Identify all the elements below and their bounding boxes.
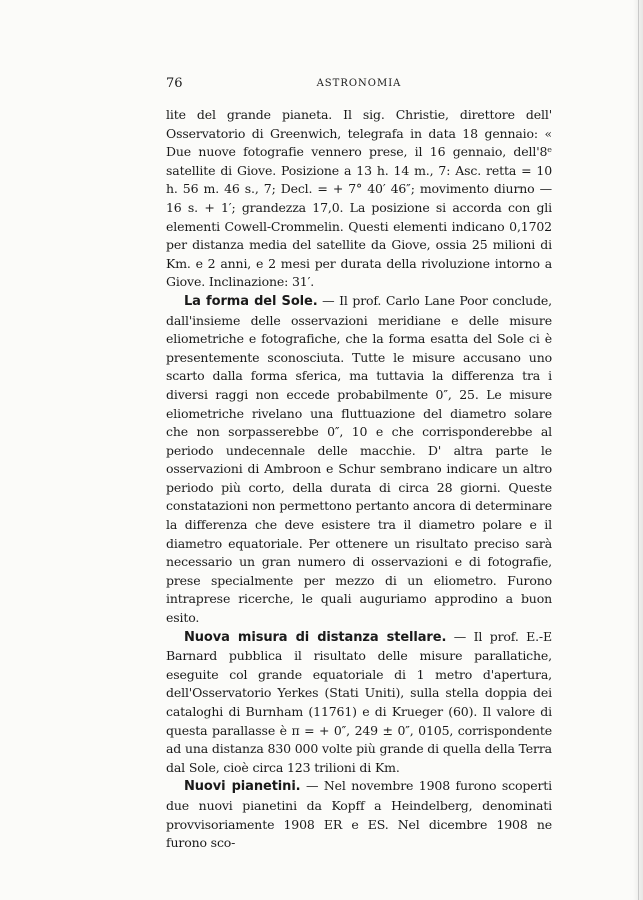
section-title-pianetini: Nuovi pianetini. — [184, 779, 301, 795]
paragraph-satellite — [166, 106, 552, 292]
page-edge-line — [638, 0, 639, 900]
body-text — [166, 106, 552, 853]
paragraph-pianetini — [166, 777, 552, 852]
section-title-distanza-stellare: Nuova misura di distanza stellare. — [184, 629, 447, 645]
paragraph-satellite-text: lite del grande pianeta. Il sig. Christie, direttore dell' Osservatorio di Greenwich, telegrafa in data 18 gennaio: « Due nuove fotografie vennero prese, il 16 gennaio, dell'8ᵉ satellite di Giove. Posizione a 13 h. 14 m., 7: Asc. retta = 10 h. 56 m. 46 s., 7; Decl. = + 7° 40′ 46″; movimento diurno — 16 s. + 1′; grandezza 17,0. La posizione si accorda con gli elementi Cowell-Crommelin. Questi elementi indicano 0,1702 per distanza media del satellite da Giove, ossia 25 milioni di Km. e 2 anni, e 2 mesi per durata della rivoluzione intorno a Giove. Inclinazione: 31′. — [166, 107, 552, 290]
paragraph-forma-sole-text: — Il prof. Carlo Lane Poor conclude, dall'insieme delle osservazioni meridiane e delle misure eliometriche e fotografiche, che la forma esatta del Sole ci è presentemente sconosciuta. Tutte le misure accusano uno scarto dalla forma sferica, ma tuttavia la differenza tra i diversi raggi non eccede probabilmente 0″, 25. Le misure eliometriche rivelano una fluttuazione del diametro solare che non sorpasserebbe 0″, 10 e che corrisponderebbe al periodo undecennale delle macchie. D' altra parte le osservazioni di Ambroon e Schur sembrano indicare un altro periodo più corto, della durata di circa 28 giorni. Queste constatazioni non permettono pertanto ancora di determinare la differenza che deve esistere tra il diametro polare e il diametro equatoriale. Per ottenere un risultato preciso sarà necessario un gran numero di osservazioni e di fotografie, prese specialmente per mezzo di un eliometro. Furono intraprese ricerche, le quali auguriamo approdino a buon esito. — [166, 292, 552, 626]
paragraph-distanza-stellare — [166, 628, 552, 778]
page-header — [166, 76, 552, 98]
section-title-forma-sole: La forma del Sole. — [184, 293, 318, 309]
paragraph-forma-sole — [166, 292, 552, 628]
paragraph-pianetini-text: — Nel novembre 1908 furono scoperti due nuovi pianetini da Kopff a Heindelberg, denominati provvisoriamente 1908 ER e ES. Nel dicembre 1908 ne furono sco- — [166, 778, 552, 851]
book-page — [166, 76, 552, 853]
running-title: ASTRONOMIA — [316, 78, 402, 89]
paragraph-distanza-stellare-text: — Il prof. E.-E Barnard pubblica il risultato delle misure parallatiche, eseguite col grande equatoriale di 1 metro d'apertura, dell'Osservatorio Yerkes (Stati Uniti), sulla stella doppia dei cataloghi di Burnham (11761) e di Krueger (60). Il valore di questa parallasse è π = + 0″, 249 ± 0″, 0105, corrispondente ad una distanza 830 000 volte più grande di quella della Terra dal Sole, cioè circa 123 trilioni di Km. — [166, 628, 552, 775]
page-number: 76 — [166, 76, 183, 91]
